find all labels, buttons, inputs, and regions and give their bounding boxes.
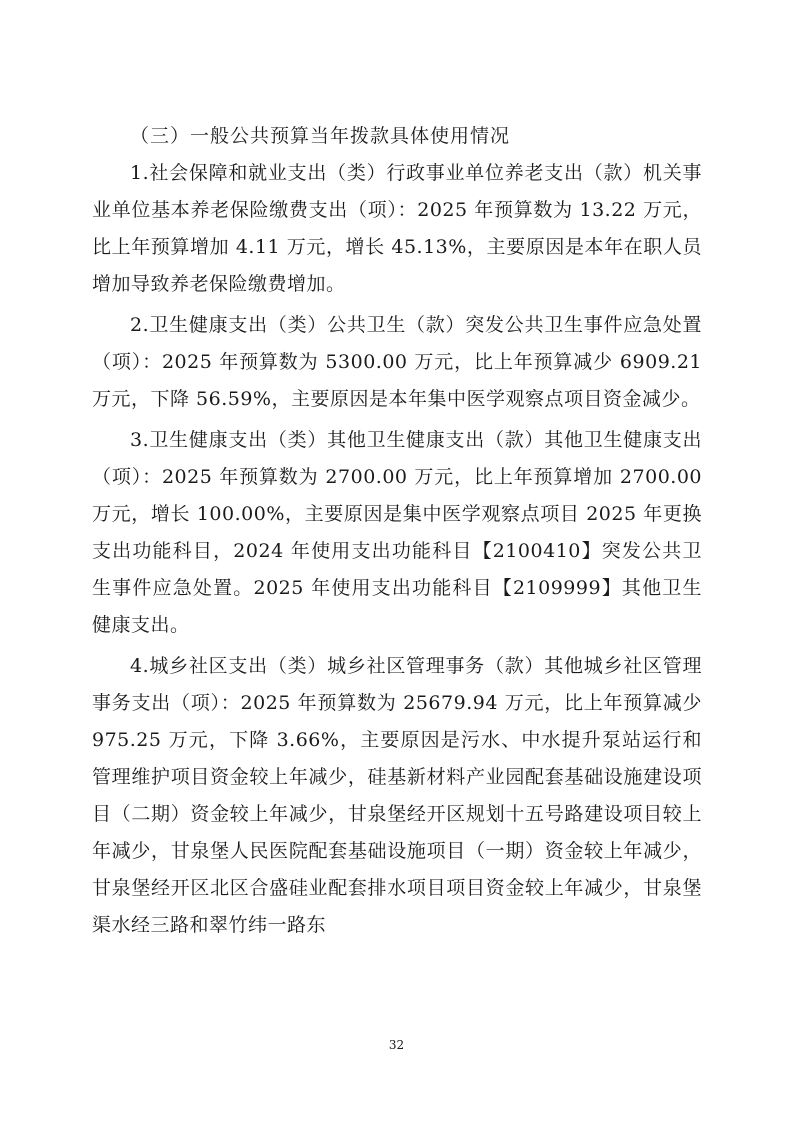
paragraph-1: 1.社会保障和就业支出（类）行政事业单位养老支出（款）机关事业单位基本养老保险缴费支出（项）：2025 年预算数为 13.22 万元，比上年预算增加 4.11 万元，增长 45.13%，主要原因是本年在职人员增加导致养老保险缴费增加。 [92,162,702,295]
document-body [92,118,702,944]
paragraph-2: 2.卫生健康支出（类）公共卫生（款）突发公共卫生事件应急处置（项）：2025 年预算数为 5300.00 万元，比上年预算减少 6909.21 万元，下降 56.59%，主要原因是本年集中医学观察点项目资金减少。 [92,314,702,410]
section-heading: （三）一般公共预算当年拨款具体使用情况 [130,125,511,147]
page-number: 32 [388,1038,405,1052]
paragraph-3: 3.卫生健康支出（类）其他卫生健康支出（款）其他卫生健康支出（项）：2025 年预算数为 2700.00 万元，比上年预算增加 2700.00 万元，增长 100.00%，主要原因是集中医学观察点项目 2025 年更换支出功能科目，2024 年使用支出功能科目【2100410】突发公共卫生事件应急处置。2025 年使用支出功能科目【2109999】其他卫生健康支出。 [92,429,702,636]
paragraph-4: 4.城乡社区支出（类）城乡社区管理事务（款）其他城乡社区管理事务支出（项）：2025 年预算数为 25679.94 万元，比上年预算减少 975.25 万元，下降 3.66%，主要原因是污水、中水提升泵站运行和管理维护项目资金较上年减少，硅基新材料产业园配套基础设施建设项目（二期）资金较上年减少，甘泉堡经开区规划十五号路建设项目较上年减少，甘泉堡人民医院配套基础设施项目（一期）资金较上年减少，甘泉堡经开区北区合盛硅业配套排水项目项目资金较上年减少，甘泉堡渠水经三路和翠竹纬一路东 [92,655,702,936]
